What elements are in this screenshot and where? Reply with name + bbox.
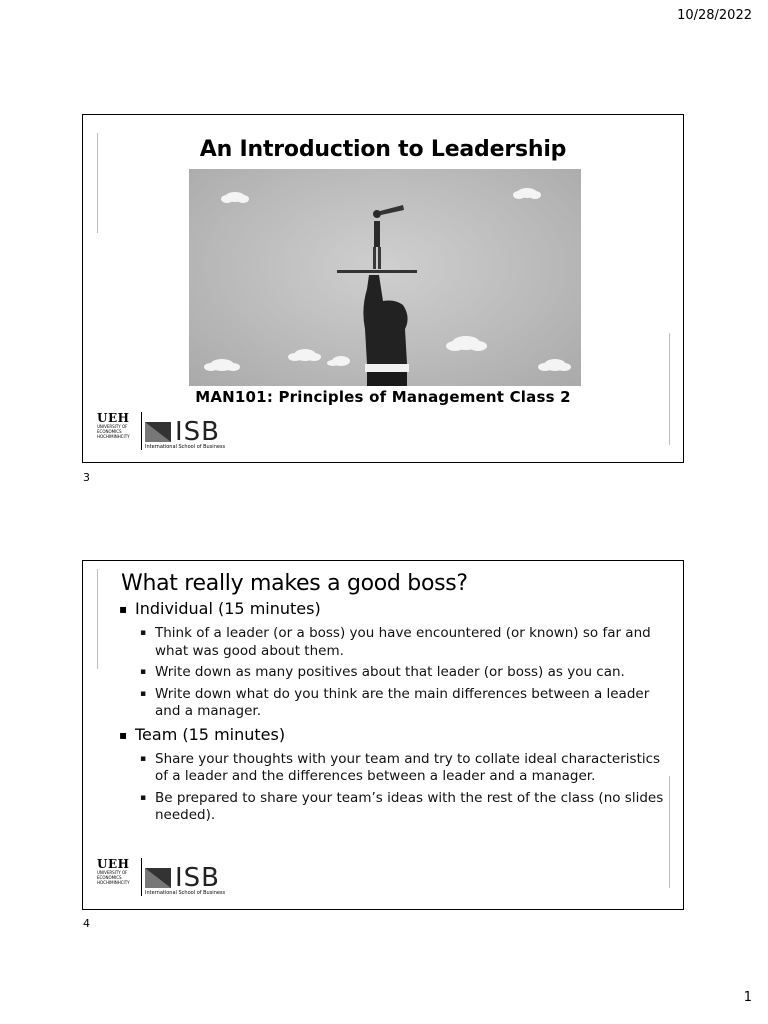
isb-logo-subtext: International School of Business xyxy=(145,444,226,450)
ueh-logo-subtext: UNIVERSITY OF ECONOMICS HOCHIMINHCITY xyxy=(97,424,130,439)
slide-title: An Introduction to Leadership xyxy=(199,137,567,162)
isb-logo-text: ISB xyxy=(175,863,221,893)
list-item xyxy=(119,725,674,825)
page-number: 1 xyxy=(743,990,752,1005)
list-item: ▪ Write down what do you think are the main differences between a leader and a manager. xyxy=(139,686,674,721)
isb-mark-icon xyxy=(145,422,171,442)
slide-number: 4 xyxy=(83,917,90,930)
list-item: ▪ Write down as many positives about that leader (or boss) as you can. xyxy=(139,664,674,682)
slide-title: What really makes a good boss? xyxy=(121,571,468,596)
ueh-logo-text: UEH xyxy=(97,411,130,425)
slide-subtitle: MAN101: Principles of Management Class 2 xyxy=(195,388,571,406)
leadership-photo xyxy=(189,169,581,386)
section-heading: Team (15 minutes) xyxy=(135,724,286,744)
print-date: 10/28/2022 xyxy=(677,8,752,23)
list-item: ▪ Think of a leader (or a boss) you have encountered (or known) so far and what was good about them. xyxy=(139,625,674,660)
list-item: ▪ Share your thoughts with your team and try to collate ideal characteristics of a leader and the differences between a leader and a manager. xyxy=(139,751,674,786)
ueh-logo-text: UEH xyxy=(97,857,130,871)
ueh-isb-logo xyxy=(97,857,239,903)
logo-divider xyxy=(141,858,142,896)
isb-mark-icon xyxy=(145,868,171,888)
sub-bullet-list xyxy=(139,751,674,825)
isb-logo-text: ISB xyxy=(175,417,221,447)
list-item xyxy=(119,599,674,721)
slide-3 xyxy=(82,114,684,463)
logo-divider xyxy=(141,412,142,450)
slide-4 xyxy=(82,560,684,910)
decorative-line xyxy=(97,569,98,669)
bullet-list xyxy=(119,599,674,829)
sub-bullet-list xyxy=(139,625,674,721)
isb-logo-subtext: International School of Business xyxy=(145,890,226,896)
list-item: ▪ Be prepared to share your team’s ideas with the rest of the class (no slides needed). xyxy=(139,790,674,825)
slide-number: 3 xyxy=(83,471,90,484)
ueh-isb-logo xyxy=(97,411,239,457)
section-heading: Individual (15 minutes) xyxy=(135,599,321,618)
ueh-logo-subtext: UNIVERSITY OF ECONOMICS HOCHIMINHCITY xyxy=(97,870,130,885)
